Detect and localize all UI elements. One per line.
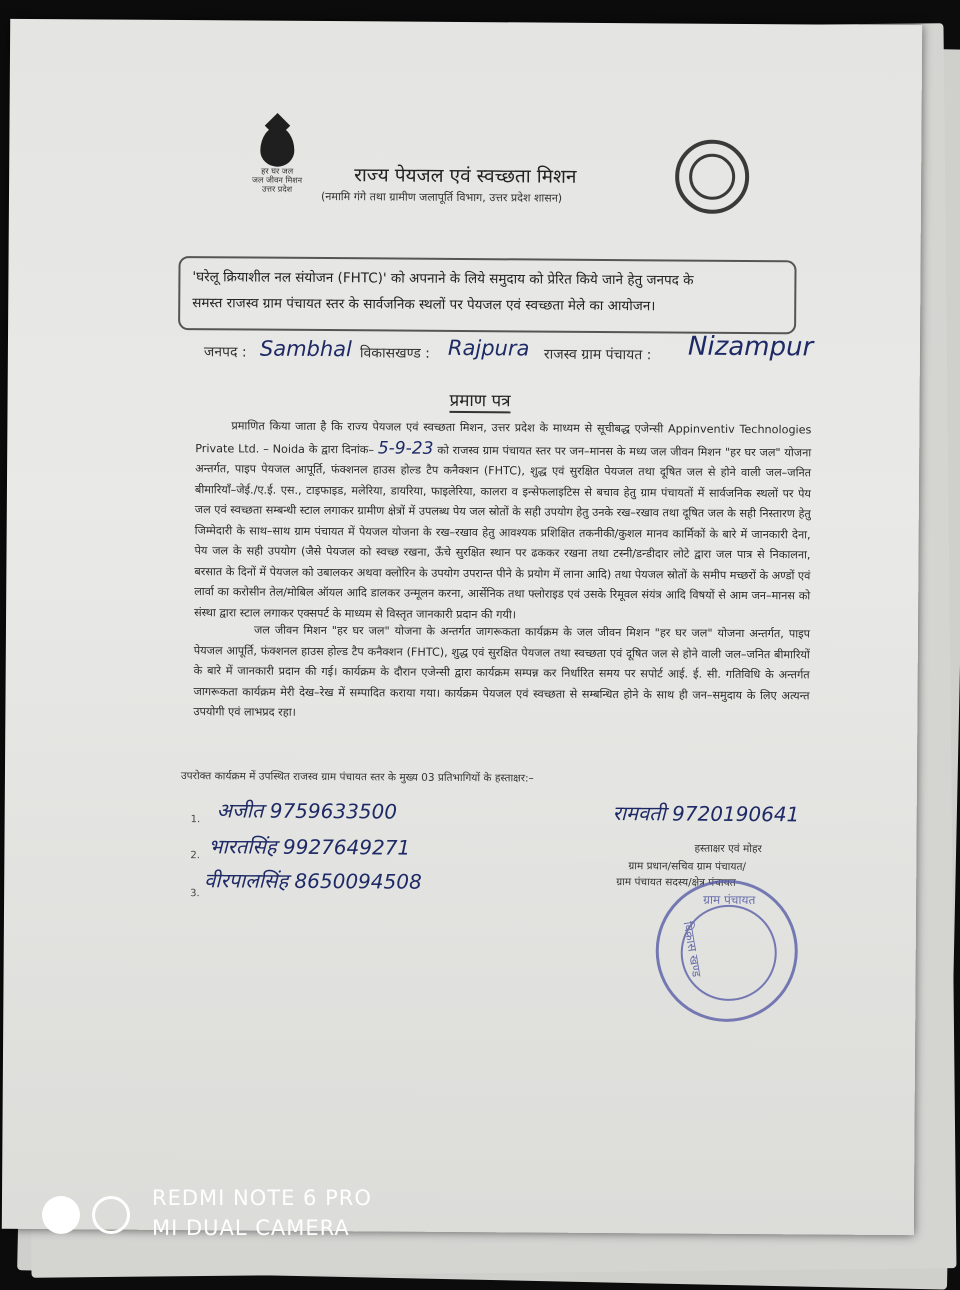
mission-title: राज्य पेयजल एवं स्वच्छता मिशन bbox=[354, 164, 577, 188]
district-value: Sambhal bbox=[259, 336, 353, 362]
water-drop-icon bbox=[260, 127, 294, 167]
certificate-page bbox=[2, 19, 922, 1235]
block-value: Rajpura bbox=[447, 335, 530, 361]
emblem-inner-ring bbox=[689, 154, 735, 200]
banner-line-1: 'घरेलू क्रियाशील नल संयोजन (FHTC)' को अपनाने के लिये समुदाय को प्रेरित किये जाने हेतु जनपद के bbox=[192, 269, 694, 289]
district-label: जनपद : bbox=[203, 344, 247, 361]
block-label: विकासखण्ड : bbox=[359, 345, 430, 362]
camera-watermark-line-1: REDMI NOTE 6 PRO bbox=[152, 1186, 372, 1210]
mission-subtitle: (नमामि गंगे तथा ग्रामीण जलापूर्ति विभाग, उत्तर प्रदेश शासन) bbox=[320, 190, 563, 205]
stamp-top-text: ग्राम पंचायत bbox=[703, 892, 756, 908]
official-signature: रामवती 9720190641 bbox=[612, 801, 800, 827]
stamp-side-text: विकास खण्ड bbox=[680, 920, 704, 978]
up-government-emblem-icon bbox=[675, 139, 750, 214]
participants-note: उपरोक्त कार्यक्रम में उपस्थित राजस्व ग्राम पंचायत स्तर के मुख्य 03 प्रतिभागियों के हस्ताक्षर:– bbox=[180, 770, 534, 785]
banner-line-2: समस्त राजस्व ग्राम पंचायत स्तर के सार्वजनिक स्थलों पर पेयजल एवं स्वच्छता मेले का आयोजन। bbox=[192, 295, 656, 315]
certificate-paragraph-1 bbox=[194, 416, 811, 627]
logo-caption-3: उत्तर प्रदेश bbox=[262, 184, 293, 194]
paragraph-1-part-b: को राजस्व ग्राम पंचायत स्तर पर जन–मानस के मध्य जल जीवन मिशन "हर घर जल" योजना अन्तर्गत, पाइप पेयजल आपूर्ति, फंक्शनल हाउस होल्ड टैप कनैक्शन (FHTC), शुद्ध एवं सुरक्षित पेयजल तथा दूषित जल से होने वाली जल–जनित बीमारियाँ–जेई./ए.ई. एस., टाइफाइड, मलेरिया, डायरिया, फाइलेरिया, कालरा व इन्सेफलाइटिस से बचाव हेतु ग्राम पंचायतों में सार्वजनिक स्थलों पर पेय जल एवं स्वच्छता सम्बन्धी स्टाल लगाकर ग्रामीण क्षेत्रों में उपलब्ध पेय जल स्रोतों के सही उपयोग हेतु उनके रख–रखाव तथा दूषित जल के सही निस्तारण हेतु जिम्मेदारी के साथ–साथ ग्राम पंचायत में पेयजल योजना के रख–रखाव हेतु आवश्यक प्रशिक्षित तकनीकी/कुशल मानव कार्मिकों के बारे में जानकारी देना, पेय जल के सही उपयोग (जैसे पेयजल को स्वच्छ रखना, ऊँचे सुरक्षित स्थान पर ढककर रखना तथा टस्नी/डन्डीदार लोटे द्वारा जल पात्र से निकालना, बरसात के दिनों में पेयजल को उबालकर अथवा क्लोरिन के उपयोग उपरान्त पीने के प्रयोग में लाना आदि) तथा पेयजल स्रोतों के समीप मच्छरों के अण्डों एवं लार्वा का करोसीन तेल/मोबिल ऑयल आदि डालकर उन्मूलन करना, आर्सेनिक तथा फ्लोराइड एवं उसके रिमूवल संयंत्र आदि विषयों से आम जन–मानस को संस्था द्वारा स्टाल लगाकर एक्सपर्ट के माध्यम से विस्तृत जानकारी प्रदान की गयी। bbox=[194, 443, 812, 621]
official-role-line-1: ग्राम प्रधान/सचिव ग्राम पंचायत/ bbox=[628, 860, 747, 873]
certificate-heading: प्रमाण पत्र bbox=[449, 388, 510, 413]
participant-3-signature: वीरपालसिंह 8650094508 bbox=[204, 868, 422, 894]
participant-1-number: 1. bbox=[190, 814, 201, 826]
official-sign-label: हस्ताक्षर एवं मोहर bbox=[694, 842, 762, 856]
camera-dot-filled-icon bbox=[42, 1196, 80, 1234]
participant-3-number: 3. bbox=[190, 888, 200, 900]
certificate-paragraph-2: जल जीवन मिशन "हर घर जल" योजना के अन्तर्गत जागरूकता कार्यक्रम के जल जीवन मिशन "हर घर जल" योजना अन्तर्गत, पाइप पेयजल आपूर्ति, फंक्शनल हाउस होल्ड टैप कनैक्शन (FHTC), शुद्ध एवं सुरक्षित पेयजल तथा स्वच्छता एवं दूषित जल से होने वाली जल–जनित बीमारियों के बारे में जानकारी प्रदान की गई। कार्यक्रम के दौरान एजेन्सी द्वारा कार्यक्रम सम्पन्न कर निर्धारित समय पर सपोर्ट आई. ई. सी. गतिविधि के अन्तर्गत जागरूकता कार्यक्रम मेरी देख–रेख में सम्पादित कराया गया। कार्यक्रम पेयजल एवं स्वच्छता से सम्बन्धित होने के साथ ही जन–समुदाय के लिए अत्यन्त उपयोगी एवं लाभप्रद रहा। bbox=[193, 623, 811, 719]
camera-watermark-line-2: MI DUAL CAMERA bbox=[152, 1216, 350, 1240]
gram-panchayat-stamp bbox=[655, 879, 798, 1022]
panchayat-value: Nizampur bbox=[687, 331, 814, 363]
logo-caption-2: जल जीवन मिशन bbox=[252, 175, 303, 185]
participant-2-signature: भारतसिंह 9927649271 bbox=[208, 834, 411, 860]
panchayat-label: राजस्व ग्राम पंचायत : bbox=[543, 346, 652, 364]
har-ghar-jal-logo bbox=[247, 126, 308, 212]
event-banner bbox=[178, 256, 797, 334]
logo-caption-1: हर घर जल bbox=[261, 166, 294, 176]
event-date: 5-9-23 bbox=[377, 437, 434, 459]
participant-1-signature: अजीत 9759633500 bbox=[216, 798, 398, 824]
paragraph-1-part-a: प्रमाणित किया जाता है कि राज्य पेयजल एवं स्वच्छता मिशन, उत्तर प्रदेश के माध्यम से सूचीबद्ध एजेन्सी Appinventiv Technologies Private Ltd. – Noida के द्वारा दिनांक– bbox=[195, 419, 812, 456]
participant-2-number: 2. bbox=[190, 850, 200, 862]
official-role-line-2: ग्राम पंचायत सदस्य/क्षेत्र पंचायत bbox=[616, 876, 736, 889]
camera-dot-outline-icon bbox=[92, 1196, 130, 1234]
